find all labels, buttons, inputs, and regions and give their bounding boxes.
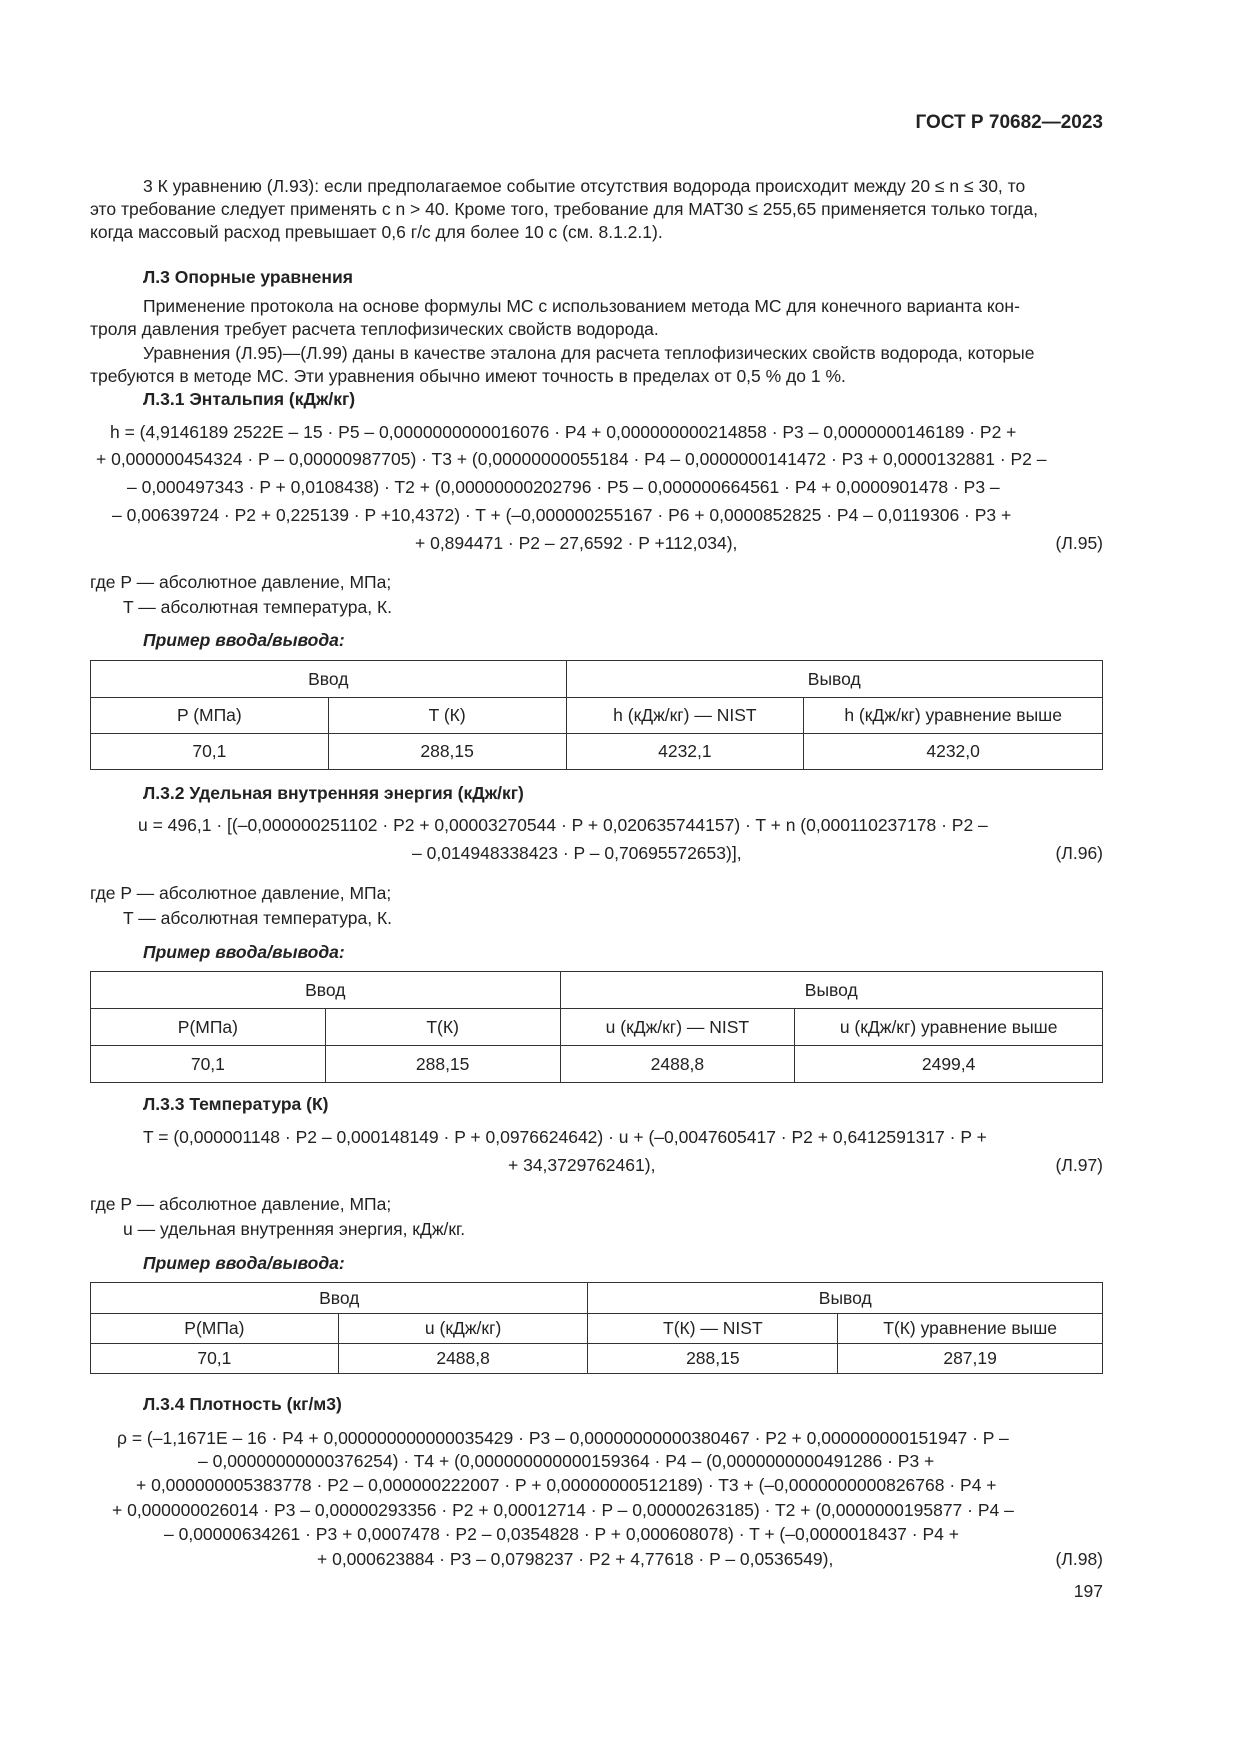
density-eq-line5: – 0,00000634261 · P3 + 0,0007478 · P2 – 0,0354828 · P + 0,000608078) · T + (–0,0000018437 · P4 + <box>164 1524 959 1544</box>
temperature-title: Л.3.3 Температура (К) <box>143 1094 329 1114</box>
enthalpy-where-t: T — абсолютная температура, К. <box>123 597 393 617</box>
table-group-output: Вывод <box>566 661 1103 698</box>
temperature-where-u: u — удельная внутренняя энергия, кДж/кг. <box>123 1219 466 1239</box>
density-title: Л.3.4 Плотность (кг/м3) <box>143 1394 342 1414</box>
table-cell: 70,1 <box>91 1046 326 1083</box>
energy-example-label: Пример ввода/вывода: <box>143 942 345 962</box>
table-cell: 4232,1 <box>566 734 804 770</box>
table-group-input: Ввод <box>91 1283 588 1314</box>
energy-eq-number: (Л.96) <box>1055 843 1103 863</box>
table-header: u (кДж/кг) уравнение выше <box>795 1009 1103 1046</box>
temperature-eq-number: (Л.97) <box>1055 1155 1103 1175</box>
density-eq-line6: + 0,000623884 · P3 – 0,0798237 · P2 + 4,77618 · P – 0,0536549), <box>317 1549 834 1569</box>
enthalpy-table <box>90 660 1103 770</box>
table-group-input: Ввод <box>91 972 561 1009</box>
table-cell: 2488,8 <box>338 1344 588 1374</box>
density-eq-line2: – 0,00000000000376254) · T4 + (0,000000000000159364 · P4 – (0,0000000000491286 · P3 + <box>198 1451 935 1471</box>
section-title: Л.3 Опорные уравнения <box>143 267 353 287</box>
table-header: h (кДж/кг) — NIST <box>566 698 804 734</box>
page-header: ГОСТ Р 70682—2023 <box>915 112 1103 133</box>
table-header: P (МПа) <box>91 698 329 734</box>
section-p2-line2: требуются в методе МС. Эти уравнения обычно имеют точность в пределах от 0,5 % до 1 %. <box>90 366 846 386</box>
table-cell: 287,19 <box>838 1344 1103 1374</box>
enthalpy-eq-line1: h = (4,9146189 2522E – 15 · P5 – 0,0000000000016076 · P4 + 0,000000000214858 · P3 – 0,0000000146189 · P2 + <box>110 422 1017 442</box>
density-eq-line4: + 0,000000026014 · P3 – 0,00000293356 · P2 + 0,00012714 · P – 0,00000263185) · T2 + (0,0000000195877 · P4 – <box>112 1500 1014 1520</box>
table-cell: 288,15 <box>328 734 566 770</box>
table-cell: 4232,0 <box>804 734 1103 770</box>
table-header: T (К) <box>328 698 566 734</box>
temperature-example-label: Пример ввода/вывода: <box>143 1253 345 1273</box>
table-header: P(МПа) <box>91 1314 339 1344</box>
energy-where-t: T — абсолютная температура, К. <box>123 908 393 928</box>
note3-line1: 3 К уравнению (Л.93): если предполагаемое событие отсутствия водорода происходит между 20 ≤ n ≤ 30, то <box>143 176 1026 196</box>
section-p1-line1: Применение протокола на основе формулы МС с использованием метода МС для конечного варианта кон- <box>143 296 1020 316</box>
page-number: 197 <box>1073 1581 1103 1601</box>
section-p1-line2: троля давления требует расчета теплофизических свойств водорода. <box>90 319 659 339</box>
enthalpy-eq-line2: + 0,000000454324 · P – 0,00000987705) · T3 + (0,00000000055184 · P4 – 0,0000000141472 · P3 + 0,0000132881 · P2 – <box>96 449 1047 469</box>
density-eq-line3: + 0,000000005383778 · P2 – 0,000000222007 · P + 0,00000000512189) · T3 + (–0,0000000000826768 · P4 + <box>136 1475 997 1495</box>
enthalpy-eq-number: (Л.95) <box>1055 533 1103 553</box>
table-cell: 70,1 <box>91 1344 339 1374</box>
energy-where-p: где P — абсолютное давление, МПа; <box>90 883 392 903</box>
table-cell: 288,15 <box>325 1046 560 1083</box>
enthalpy-title: Л.3.1 Энтальпия (кДж/кг) <box>143 389 356 409</box>
temperature-table <box>90 1282 1103 1374</box>
table-group-output: Вывод <box>588 1283 1103 1314</box>
table-cell: 288,15 <box>588 1344 838 1374</box>
table-header: h (кДж/кг) уравнение выше <box>804 698 1103 734</box>
density-eq-line1: ρ = (–1,1671E – 16 · P4 + 0,000000000000035429 · P3 – 0,00000000000380467 · P2 + 0,000000000151947 · P – <box>117 1428 1009 1448</box>
note3-line2: это требование следует применять с n > 40. Кроме того, требование для MAT30 ≤ 255,65 применяется только тогда, <box>90 199 1038 219</box>
table-group-input: Ввод <box>91 661 567 698</box>
table-header: u (кДж/кг) — NIST <box>560 1009 795 1046</box>
table-header: P(МПа) <box>91 1009 326 1046</box>
temperature-eq-line1: T = (0,000001148 · P2 – 0,000148149 · P + 0,0976624642) · u + (–0,0047605417 · P2 + 0,6412591317 · P + <box>143 1127 987 1147</box>
table-header: u (кДж/кг) <box>338 1314 588 1344</box>
table-cell: 2499,4 <box>795 1046 1103 1083</box>
energy-eq-line1: u = 496,1 · [(–0,000000251102 · P2 + 0,00003270544 · P + 0,020635744157) · T + n (0,000110237178 · P2 – <box>138 815 988 835</box>
table-group-output: Вывод <box>560 972 1102 1009</box>
enthalpy-eq-line3: – 0,000497343 · P + 0,0108438) · T2 + (0,00000000202796 · P5 – 0,000000664561 · P4 + 0,0000901478 · P3 – <box>127 477 1000 497</box>
temperature-where-p: где P — абсолютное давление, МПа; <box>90 1194 392 1214</box>
density-eq-number: (Л.98) <box>1055 1549 1103 1569</box>
enthalpy-where-p: где P — абсолютное давление, МПа; <box>90 572 392 592</box>
note3-line3: когда массовый расход превышает 0,6 г/с для более 10 с (см. 8.1.2.1). <box>90 222 663 242</box>
energy-eq-line2: – 0,014948338423 · P – 0,70695572653)], <box>412 843 742 863</box>
enthalpy-eq-line4: – 0,00639724 · P2 + 0,225139 · P +10,4372) · T + (–0,000000255167 · P6 + 0,0000852825 · P4 – 0,0119306 · P3 + <box>112 505 1012 525</box>
table-header: T(К) — NIST <box>588 1314 838 1344</box>
enthalpy-eq-line5: + 0,894471 · P2 – 27,6592 · P +112,034), <box>415 533 738 553</box>
table-cell: 70,1 <box>91 734 329 770</box>
table-header: T(К) уравнение выше <box>838 1314 1103 1344</box>
table-header: T(К) <box>325 1009 560 1046</box>
section-p2-line1: Уравнения (Л.95)—(Л.99) даны в качестве эталона для расчета теплофизических свойств водорода, которые <box>143 343 1035 363</box>
table-cell: 2488,8 <box>560 1046 795 1083</box>
energy-title: Л.3.2 Удельная внутренняя энергия (кДж/кг) <box>143 783 524 803</box>
energy-table <box>90 971 1103 1083</box>
temperature-eq-line2: + 34,3729762461), <box>508 1155 656 1175</box>
enthalpy-example-label: Пример ввода/вывода: <box>143 630 345 650</box>
